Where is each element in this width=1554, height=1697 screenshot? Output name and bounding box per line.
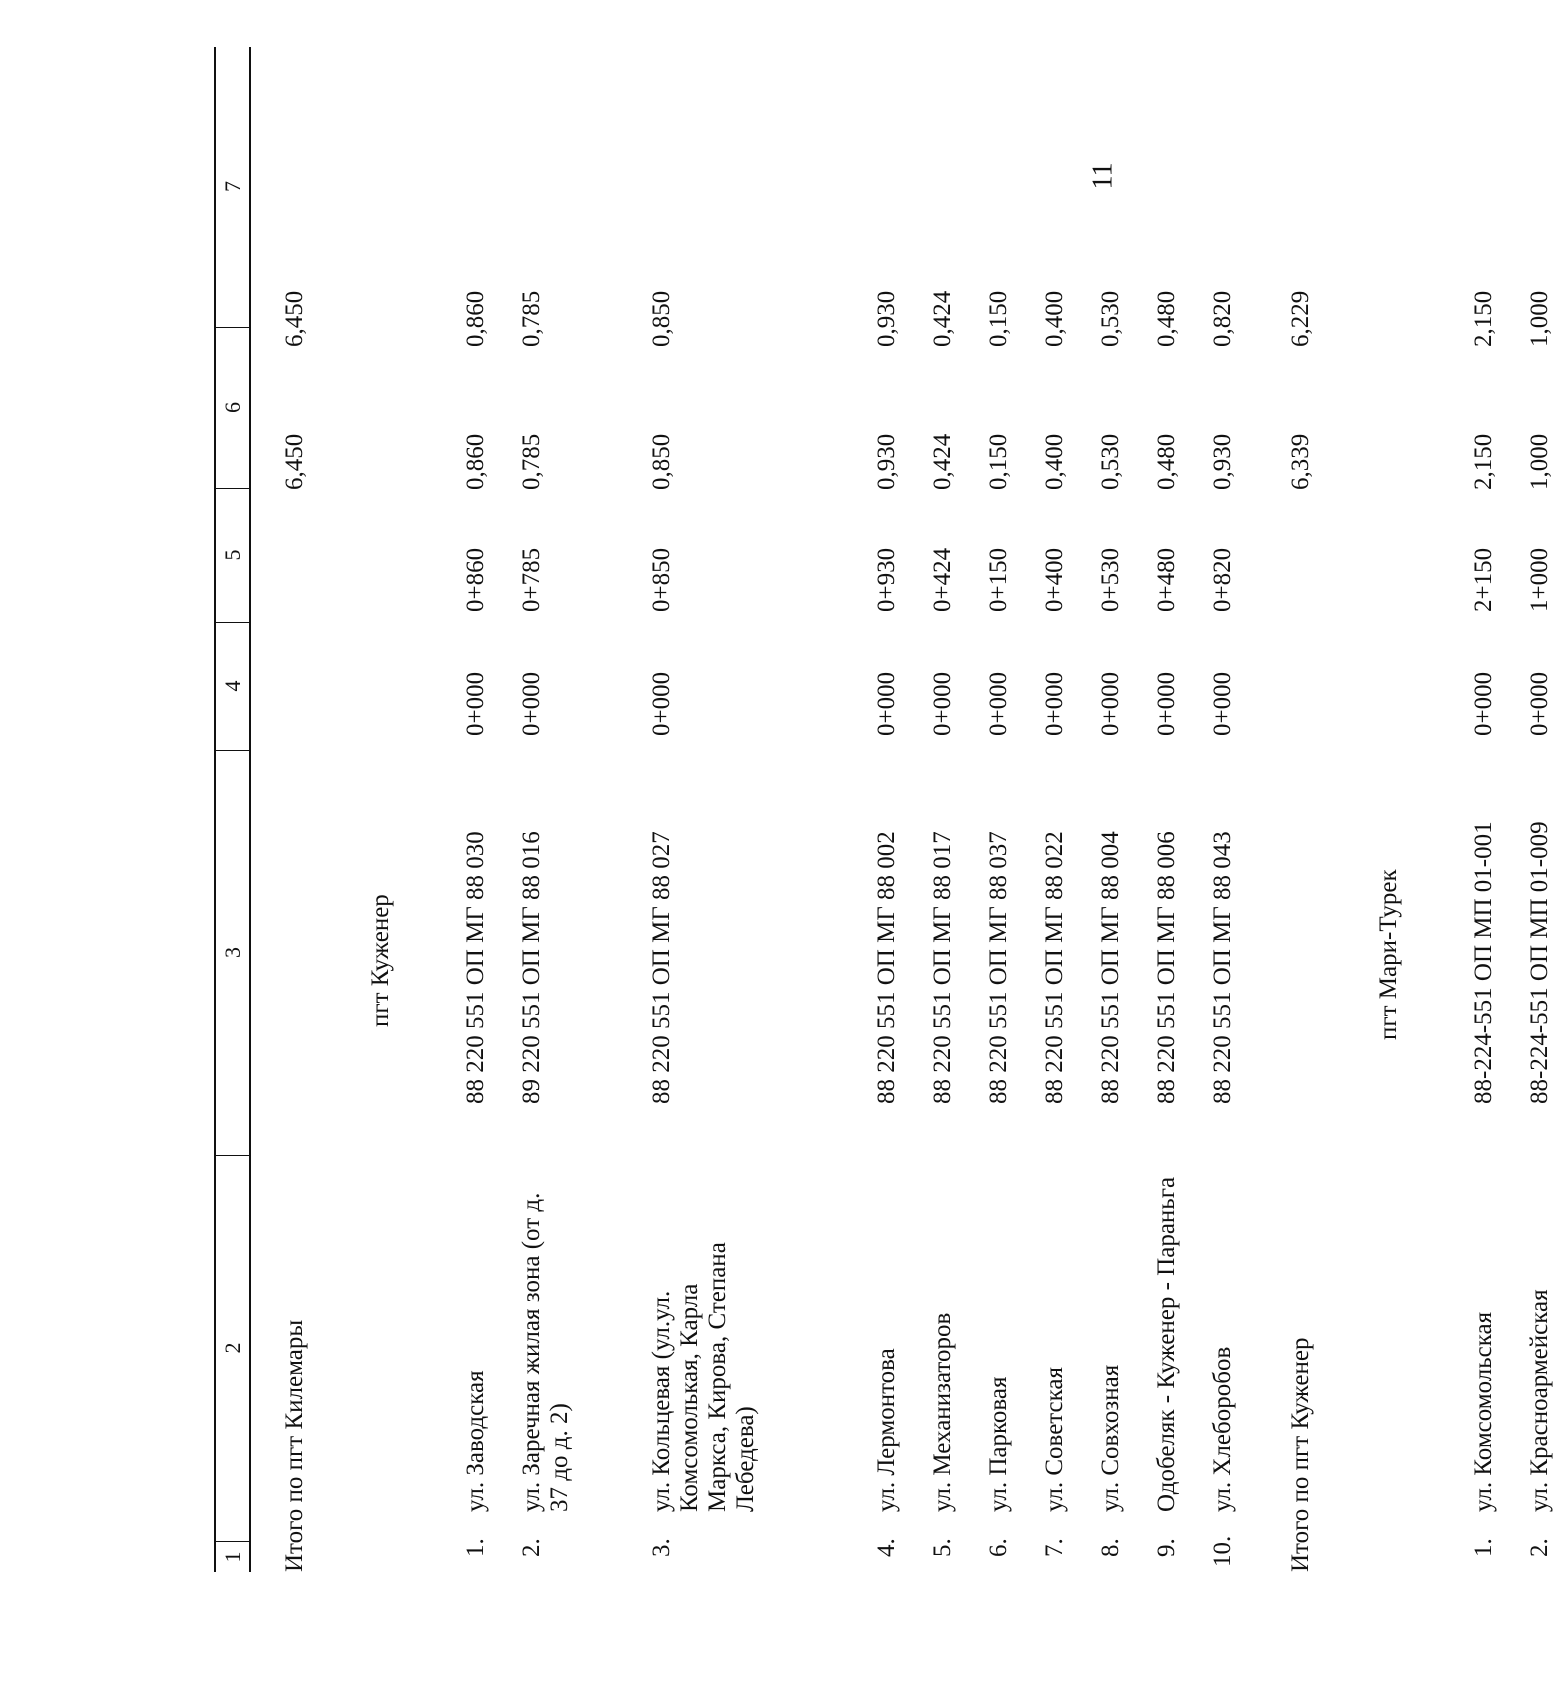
row-start: 0+000: [518, 671, 545, 736]
locality-heading: пгт Куженер: [367, 894, 394, 1027]
header-col-7: 7: [216, 46, 249, 328]
row-length2: 0,930: [873, 290, 900, 347]
row-code: 88 220 551 ОП МГ 88 004: [1097, 831, 1124, 1104]
row-length: 0,930: [873, 433, 900, 490]
row-start: 0+000: [1526, 671, 1553, 736]
row-code: 88 220 551 ОП МГ 88 006: [1153, 831, 1180, 1104]
row-start: 0+000: [873, 671, 900, 736]
row-code: 88 220 551 ОП МГ 88 002: [873, 831, 900, 1104]
total-col6: 6,450: [281, 433, 308, 490]
row-start: 0+000: [1097, 671, 1124, 736]
total-label: Итого по пгт Килемары: [281, 1319, 308, 1572]
row-end: 0+400: [1041, 547, 1068, 612]
row-end: 0+850: [648, 547, 675, 612]
row-name: ул. Заводская: [462, 1370, 489, 1512]
row-length: 0,150: [985, 433, 1012, 490]
row-num: 1.: [1470, 1538, 1497, 1557]
row-length2: 1,000: [1526, 290, 1553, 347]
header-col-4: 4: [216, 622, 249, 751]
locality-row: [1375, 47, 1403, 1572]
locality-heading: пгт Мари-Турек: [1375, 869, 1402, 1040]
row-length2: 0,480: [1153, 290, 1180, 347]
row-num: 4.: [873, 1538, 900, 1557]
row-length: 0,860: [462, 433, 489, 490]
table-header-row: [214, 47, 251, 1572]
row-start: 0+000: [1470, 671, 1497, 736]
table-row: [1097, 47, 1125, 1572]
row-name: ул. Парковая: [985, 1376, 1012, 1512]
total-row: [1287, 47, 1315, 1572]
table-row: [985, 47, 1013, 1572]
row-end: 0+150: [985, 547, 1012, 612]
row-length2: 0,820: [1209, 290, 1236, 347]
row-num: 8.: [1097, 1538, 1124, 1557]
table-row: [1470, 47, 1498, 1572]
row-length2: 2,150: [1470, 290, 1497, 347]
row-length: 0,850: [648, 433, 675, 490]
row-start: 0+000: [1153, 671, 1180, 736]
table-row: [873, 47, 901, 1572]
row-end: 0+530: [1097, 547, 1124, 612]
row-num: 10.: [1209, 1535, 1236, 1567]
page-number: 11: [1087, 162, 1119, 190]
row-end: 1+000: [1526, 547, 1553, 612]
header-col-6: 6: [216, 327, 249, 489]
row-length2: 0,400: [1041, 290, 1068, 347]
header-col-1: 1: [220, 1551, 245, 1563]
row-name: ул. Советская: [1041, 1367, 1068, 1512]
row-length2: 0,424: [929, 290, 956, 347]
row-start: 0+000: [648, 671, 675, 736]
row-end: 0+424: [929, 547, 956, 612]
row-length2: 0,850: [648, 290, 675, 347]
row-start: 0+000: [1209, 671, 1236, 736]
row-num: 7.: [1041, 1538, 1068, 1557]
table-row: [929, 47, 957, 1572]
row-num: 5.: [929, 1538, 956, 1557]
row-name: ул. Хлеборобов: [1209, 1346, 1236, 1512]
row-start: 0+000: [929, 671, 956, 736]
row-length: 2,150: [1470, 433, 1497, 490]
total-col7: 6,229: [1287, 290, 1314, 347]
row-length: 0,424: [929, 433, 956, 490]
row-name: ул. Лермонтова: [873, 1348, 900, 1512]
row-num: 3.: [648, 1538, 675, 1557]
row-length: 0,400: [1041, 433, 1068, 490]
total-col6: 6,339: [1287, 433, 1314, 490]
row-length: 0,530: [1097, 433, 1124, 490]
total-row: [281, 47, 309, 1572]
row-end: 0+820: [1209, 547, 1236, 612]
locality-row: [367, 47, 395, 1572]
row-start: 0+000: [462, 671, 489, 736]
row-name: ул. Механизаторов: [929, 1312, 956, 1512]
row-end: 0+930: [873, 547, 900, 612]
row-name: Одобеляк - Куженер - Параньга: [1153, 1176, 1180, 1512]
row-length2: 0,150: [985, 290, 1012, 347]
table-row: [1526, 47, 1554, 1572]
row-name: ул. Совхозная: [1097, 1364, 1124, 1512]
row-length2: 0,785: [518, 290, 545, 347]
row-length: 0,930: [1209, 433, 1236, 490]
row-num: 6.: [985, 1538, 1012, 1557]
row-length2: 0,860: [462, 290, 489, 347]
row-code: 88 220 551 ОП МГ 88 037: [985, 831, 1012, 1104]
table-row: [518, 47, 574, 1572]
row-code: 88 220 551 ОП МГ 88 027: [648, 831, 675, 1104]
row-end: 0+860: [462, 547, 489, 612]
row-code: 88-224-551 ОП МП 01-001: [1470, 821, 1497, 1104]
row-code: 88 220 551 ОП МГ 88 043: [1209, 831, 1236, 1104]
table-row: [648, 47, 760, 1572]
row-name: ул. Заречная жилая зона (от д. 37 до д. 2): [518, 1192, 573, 1512]
row-name: ул. Красноармейская: [1526, 1289, 1553, 1512]
row-name: ул. Кольцевая (ул.ул. Комсомолькая, Карла Маркса, Кирова, Степана Лебедева): [648, 1242, 759, 1512]
row-num: 1.: [462, 1538, 489, 1557]
total-col7: 6,450: [281, 290, 308, 347]
row-start: 0+000: [1041, 671, 1068, 736]
row-start: 0+000: [985, 671, 1012, 736]
row-end: 0+480: [1153, 547, 1180, 612]
row-code: 88-224-551 ОП МП 01-009: [1526, 821, 1553, 1104]
header-col-2: 2: [216, 1155, 249, 1542]
table-row: [1041, 47, 1069, 1572]
row-length2: 0,530: [1097, 290, 1124, 347]
row-name: ул. Комсомольская: [1470, 1311, 1497, 1512]
row-num: 2.: [518, 1538, 545, 1557]
total-label: Итого по пгт Куженер: [1287, 1337, 1314, 1572]
row-end: 2+150: [1470, 547, 1497, 612]
row-length: 0,785: [518, 433, 545, 490]
row-length: 1,000: [1526, 433, 1553, 490]
header-col-5: 5: [216, 488, 249, 623]
row-code: 88 220 551 ОП МГ 88 022: [1041, 831, 1068, 1104]
row-num: 2.: [1526, 1538, 1553, 1557]
row-end: 0+785: [518, 547, 545, 612]
row-code: 89 220 551 ОП МГ 88 016: [518, 831, 545, 1104]
table-row: [1153, 47, 1181, 1572]
row-code: 88 220 551 ОП МГ 88 030: [462, 831, 489, 1104]
table-row: [1209, 47, 1237, 1572]
table-row: [462, 47, 490, 1572]
row-num: 9.: [1153, 1538, 1180, 1557]
row-length: 0,480: [1153, 433, 1180, 490]
header-col-3: 3: [216, 750, 249, 1156]
row-code: 88 220 551 ОП МГ 88 017: [929, 831, 956, 1104]
